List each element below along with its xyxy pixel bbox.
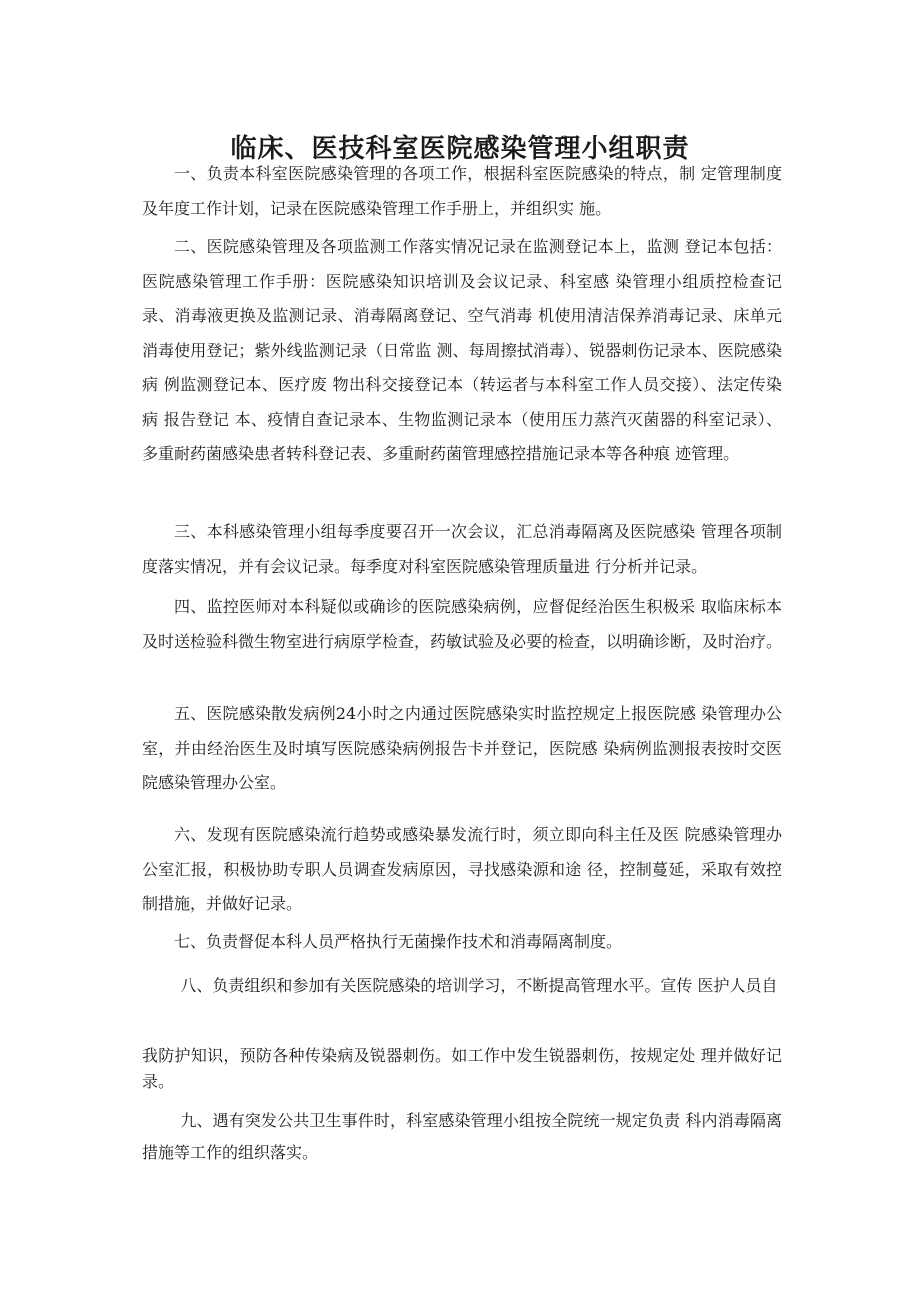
paragraph-7: 七、负责督促本科人员严格执行无菌操作技术和消毒隔离制度。 [174,932,623,951]
paragraph-5: 五、医院感染散发病例24小时之内通过医院感染实时监控规定上报医院感 染管理办公室，并由经治医生及时填写医院感染病例报告卡并登记，医院感 染病例监测报表按时交医院感染管理办公室。 [142,704,782,792]
paragraph-8-part-1: 八、负责组织和参加有关医院感染的培训学习，不断提高管理水平。宣传 医护人员自 [180,976,778,995]
paragraph-3: 三、本科感染管理小组每季度要召开一次会议，汇总消毒隔离及医院感染 管理各项制度落实情况，并有会议记录。每季度对科室医院感染管理质量进 行分析并记录。 [142,522,782,576]
paragraph-4: 四、监控医师对本科疑似或确诊的医院感染病例，应督促经治医生积极采 取临床标本及时送检验科微生物室进行病原学检查，药敏试验及必要的检查，以明确诊断，及时治疗。 [142,597,783,651]
paragraph-8-part-2: 我防护知识，预防各种传染病及锐器刺伤。如工作中发生锐器刺伤，按规定处 理并做好记录。 [142,1046,782,1091]
paragraph-1: 一、负责本科室医院感染管理的各项工作，根据科室医院感染的特点，制 定管理制度及年度工作计划，记录在医院感染管理工作手册上，并组织实 施。 [142,164,782,218]
paragraph-6: 六、发现有医院感染流行趋势或感染暴发流行时，须立即向科主任及医 院感染管理办公室汇报，积极协助专职人员调查发病原因，寻找感染源和途 径，控制蔓延，采取有效控制措施，并做好记录。 [142,825,782,913]
paragraph-2: 二、医院感染管理及各项监测工作落实情况记录在监测登记本上，监测 登记本包括：医院感染管理工作手册：医院感染知识培训及会议记录、科室感 染管理小组质控检查记录、消毒液更换及监测记录、消毒隔离登记、空气消毒 机使用清洁保养消毒记录、床单元消毒使用登记；紫外线监测记录（日常监 测、每周擦拭消毒）、锐器刺伤记录本、医院感染病 例监测登记本、医疗废 物出科交接登记本（转运者与本科室工作人员交接）、法定传染病 报告登记 本、疫情自查记录本、生物监测记录本（使用压力蒸汽灭菌器的科室记录）、 多重耐药菌感染患者转科登记表、多重耐药菌管理感控措施记录本等各种痕 迹管理。 [142,237,782,463]
document-title: 临床、医技科室医院感染管理小组职责 [230,134,690,165]
paragraph-9: 九、遇有突发公共卫生事件时，科室感染管理小组按全院统一规定负责 科内消毒隔离措施等工作的组织落实。 [142,1111,782,1162]
